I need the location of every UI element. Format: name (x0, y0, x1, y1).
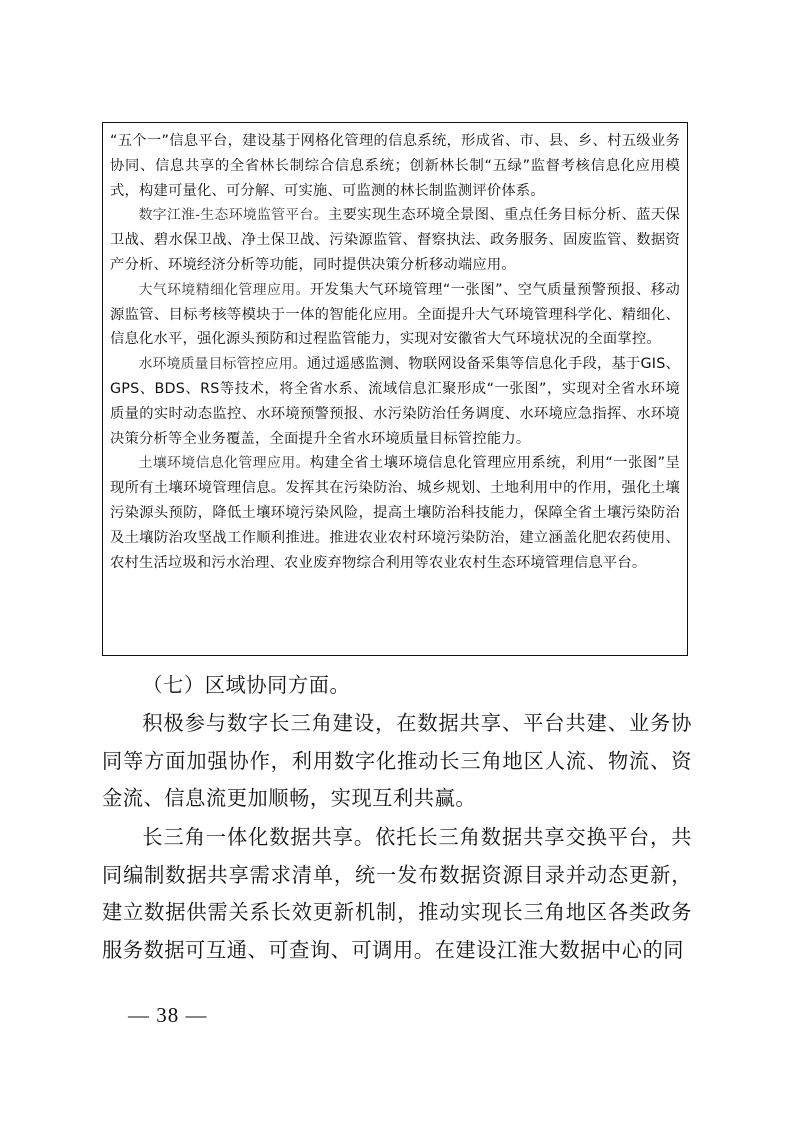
page-number: — 38 — (128, 1003, 208, 1027)
section-title: （七）区域协同方面。 (142, 673, 351, 697)
boxed-text-panel (102, 122, 688, 656)
item-text: 构建全省土壤环境信息化管理应用系统，利用“一张图”呈现所有土壤环境管理信息。发挥其在污染防治、城乡规划、土地利用中的作用，强化土壤污染源头预防，降低土壤环境污染风险，提高土壤防治科技能力，保障全省土壤污染防治及土壤防治攻坚战工作顺利推进。推进农业农村环境污染防治，建立涵盖化肥农药使用、农村生活垃圾和污水治理、农业废弃物综合利用等农业农村生态环境管理信息平台。 (110, 455, 680, 571)
item-text: 通过遥感监测、物联网设备采集等信息化手段，基于GIS、GPS、BDS、RS等技术，将全省水系、流域信息汇聚形成“一张图”，实现对全省水环境质量的实时动态监控、水环境预警预报、水污染防治任务调度、水环境应急指挥、水环境决策分析等全业务覆盖，全面提升全省水环境质量目标管控能力。 (110, 356, 680, 447)
body-paragraph (102, 705, 692, 818)
box-paragraph (110, 203, 680, 277)
paragraph-text: 长三角一体化数据共享。依托长三角数据共享交换平台，共同编制数据共享需求清单，统一发布数据资源目录并动态更新，建立数据供需关系长效更新机制，推动实现长三角地区各类政务服务数据可互通、可查询、可调用。在建设江淮大数据中心的同 (102, 825, 692, 962)
item-text: 主要实现生态环境全景图、重点任务目标分析、蓝天保卫战、碧水保卫战、净土保卫战、污染源监管、督察执法、政务服务、固废监管、数据资产分析、环境经济分析等功能，同时提供决策分析移动端应用。 (110, 207, 680, 273)
box-paragraph: “五个一”信息平台，建设基于网格化管理的信息系统，形成省、市、县、乡、村五级业务协同、信息共享的全省林长制综合信息系统；创新林长制“五绿”监督考核信息化应用模式，构建可量化、可分解、可实施、可监测的林长制监测评价体系。 (110, 133, 680, 199)
item-lead: 大气环境精细化管理应用。 (138, 281, 310, 298)
item-lead: 水环境质量目标管控应用。 (138, 356, 307, 373)
box-paragraph (110, 352, 680, 451)
box-paragraph (110, 278, 680, 352)
paragraph-text: 积极参与数字长三角建设，在数据共享、平台共建、业务协同等方面加强协作，利用数字化推动长三角地区人流、物流、资金流、信息流更加顺畅，实现互利共赢。 (102, 711, 692, 810)
item-lead: 数字江淮-生态环境监管平台。 (138, 207, 328, 224)
section-heading (102, 667, 692, 705)
body-paragraph (102, 819, 692, 969)
box-paragraph (110, 451, 680, 575)
item-lead: 土壤环境信息化管理应用。 (138, 455, 310, 472)
item-text: 开发集大气环境管理“一张图”、空气质量预警预报、移动源监管、目标考核等模块于一体的智能化应用。全面提升大气环境管理科学化、精细化、信息化水平，强化源头预防和过程监管能力，实现对安徽省大气环境状况的全面掌控。 (110, 281, 680, 348)
